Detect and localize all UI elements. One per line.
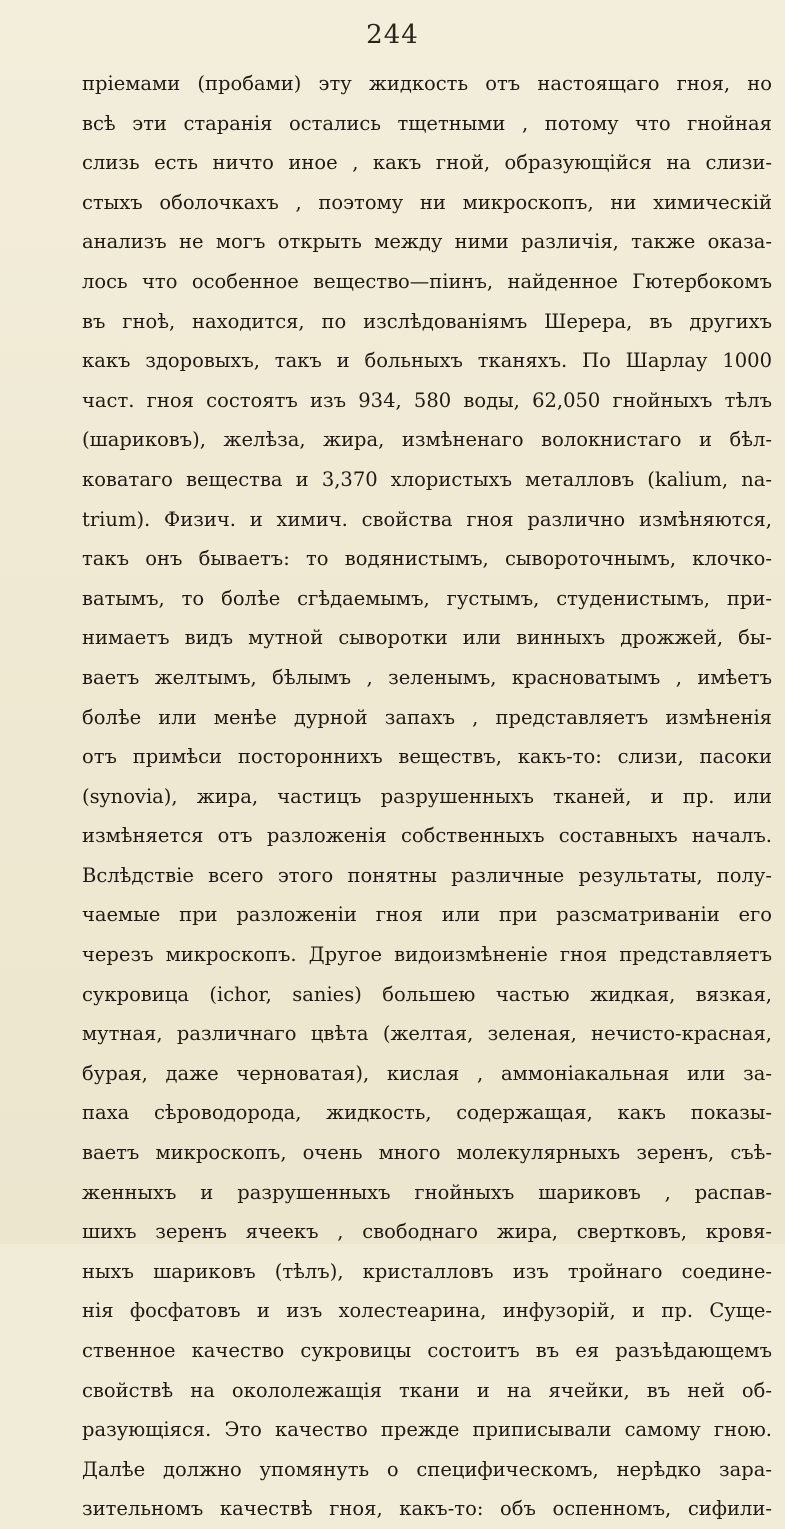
text-line: какъ здоровыхъ, такъ и больныхъ тканяхъ. По Шарлау 1000 bbox=[82, 349, 772, 373]
text-line: ваетъ желтымъ, бѣлымъ , зеленымъ, красноватымъ , имѣетъ bbox=[82, 665, 772, 689]
text-line: разующіяся. Это качество прежде приписывали самому гною. bbox=[82, 1418, 772, 1442]
text-line: коватаго вещества и 3,370 хлористыхъ металловъ (kalium, na- bbox=[82, 467, 772, 491]
text-line: черезъ микроскопъ. Другое видоизмѣненіе гноя представляетъ bbox=[82, 943, 772, 967]
text-line: шихъ зеренъ ячеекъ , свободнаго жира, свертковъ, кровя- bbox=[82, 1220, 772, 1244]
text-line: такъ онъ бываетъ: то водянистымъ, сывороточнымъ, клочко- bbox=[82, 547, 772, 571]
text-line: всѣ эти старанія остались тщетными , потому что гнойная bbox=[82, 111, 772, 135]
text-line: част. гноя состоятъ изъ 934, 580 воды, 62,050 гнойныхъ тѣлъ bbox=[82, 388, 772, 412]
text-line: мутная, различнаго цвѣта (желтая, зеленая, нечисто-красная, bbox=[82, 1022, 772, 1046]
body-text bbox=[82, 64, 772, 1529]
text-line: женныхъ и разрушенныхъ гнойныхъ шариковъ , распав- bbox=[82, 1180, 772, 1204]
text-line: trium). Физич. и химич. свойства гноя различно измѣняются, bbox=[82, 507, 772, 531]
text-line: чаемые при разложеніи гноя или при разсматриваніи его bbox=[82, 903, 772, 927]
text-line: слизь есть ничто иное , какъ гной, образующійся на слизи- bbox=[82, 151, 772, 175]
text-line: отъ примѣси постороннихъ веществъ, какъ-то: слизи, пасоки bbox=[82, 745, 772, 769]
text-line: свойствѣ на окололежащія ткани и на ячейки, въ ней об- bbox=[82, 1378, 772, 1402]
page-number: 244 bbox=[366, 20, 419, 50]
text-line: паха сѣроводорода, жидкость, содержащая, какъ показы- bbox=[82, 1101, 772, 1125]
text-line: сукровица (ichor, sanies) большею частью жидкая, вязкая, bbox=[82, 982, 772, 1006]
text-line: Далѣе должно упомянуть о специфическомъ, нерѣдко зара- bbox=[82, 1457, 772, 1481]
text-line: (synovia), жира, частицъ разрушенныхъ тканей, и пр. или bbox=[82, 784, 772, 808]
text-line: нимаетъ видъ мутной сыворотки или винныхъ дрожжей, бы- bbox=[82, 626, 772, 650]
text-line: болѣе или менѣе дурной запахъ , представляетъ измѣненія bbox=[82, 705, 772, 729]
text-line: (шариковъ), желѣза, жира, измѣненаго волокнистаго и бѣл- bbox=[82, 428, 772, 452]
text-line: лось что особенное вещество—піинъ, найденное Гютербокомъ bbox=[82, 269, 772, 293]
text-line: анализъ не могъ открыть между ними различія, также оказа- bbox=[82, 230, 772, 254]
text-line: нія фосфатовъ и изъ холестеарина, инфузорій, и пр. Суще- bbox=[82, 1299, 772, 1323]
text-line: Вслѣдствіе всего этого понятны различные результаты, полу- bbox=[82, 863, 772, 887]
text-line: въ гноѣ, находится, по изслѣдованіямъ Шерера, въ другихъ bbox=[82, 309, 772, 333]
text-line: бурая, даже черноватая), кислая , аммоніакальная или за- bbox=[82, 1061, 772, 1085]
text-line: ственное качество сукровицы состоитъ въ ея разъѣдающемъ bbox=[82, 1339, 772, 1362]
text-line: ныхъ шариковъ (тѣлъ), кристалловъ изъ тройнаго соедине- bbox=[82, 1259, 772, 1283]
text-line: стыхъ оболочкахъ , поэтому ни микроскопъ, ни химическій bbox=[82, 190, 772, 214]
text-line: измѣняется отъ разложенія собственныхъ составныхъ началъ. bbox=[82, 824, 772, 848]
text-line: ваетъ микроскопъ, очень много молекулярныхъ зеренъ, съѣ- bbox=[82, 1141, 772, 1165]
text-line: пріемами (пробами) эту жидкость отъ настоящаго гноя, но bbox=[82, 72, 772, 95]
text-line: зительномъ качествѣ гноя, какъ-то: объ оспенномъ, сифили- bbox=[82, 1497, 772, 1521]
text-line: ватымъ, то болѣе сгѣдаемымъ, густымъ, студенистымъ, при- bbox=[82, 586, 772, 610]
